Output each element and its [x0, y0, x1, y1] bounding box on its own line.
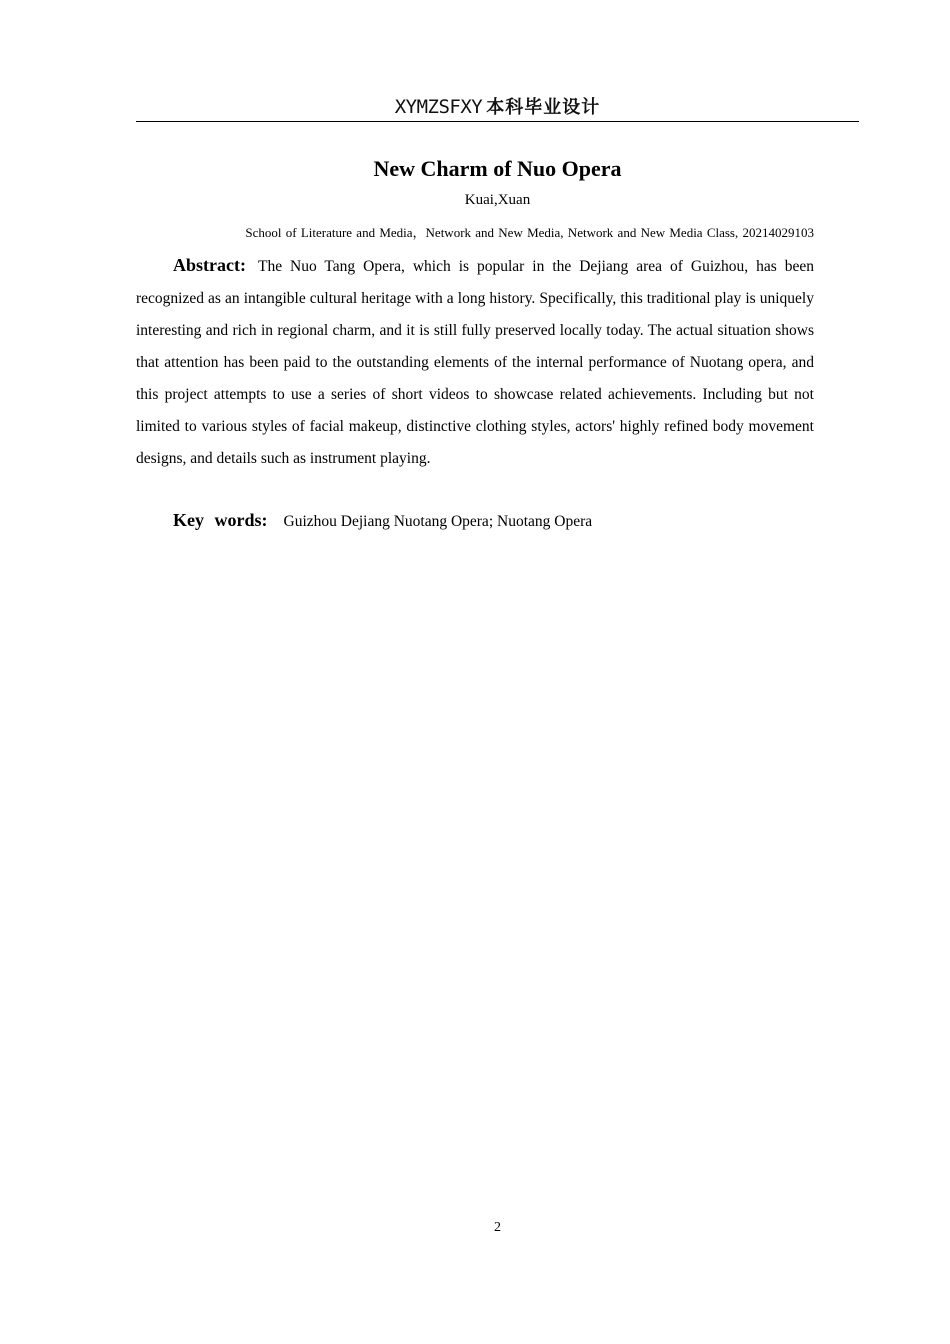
abstract-label: Abstract: [173, 255, 246, 275]
running-header [136, 94, 859, 120]
keywords-text: Guizhou Dejiang Nuotang Opera; Nuotang Opera [283, 513, 593, 530]
header-label: 本科毕业设计 [486, 97, 601, 118]
page-number: 2 [494, 1220, 501, 1235]
author-affiliation: School of Literature and Media，Network and New Media, Network and New Media Class, 20214029103 [245, 225, 814, 240]
keywords-paragraph [136, 504, 814, 538]
abstract-paragraph [136, 249, 814, 475]
abstract-text: The Nuo Tang Opera, which is popular in the Dejiang area of Guizhou, has been recognized as an intangible cultural heritage with a long history. Specifically, this traditional play is uniquely interesting and rich in regional charm, and it is still fully preserved locally today. The actual situation shows that attention has been paid to the outstanding elements of the internal performance of Nuotang opera, and this project attempts to use a series of short videos to showcase related achievements. Including but not limited to various styles of facial makeup, distinctive clothing styles, actors' highly refined body movement designs, and details such as instrument playing. [136, 258, 814, 467]
author-name: Kuai,Xuan [464, 192, 531, 208]
keywords-label: Key words: [173, 510, 268, 530]
header-code: XYMZSFXY [394, 96, 483, 118]
header-rule [136, 121, 859, 122]
paper-title: New Charm of Nuo Opera [373, 156, 622, 181]
